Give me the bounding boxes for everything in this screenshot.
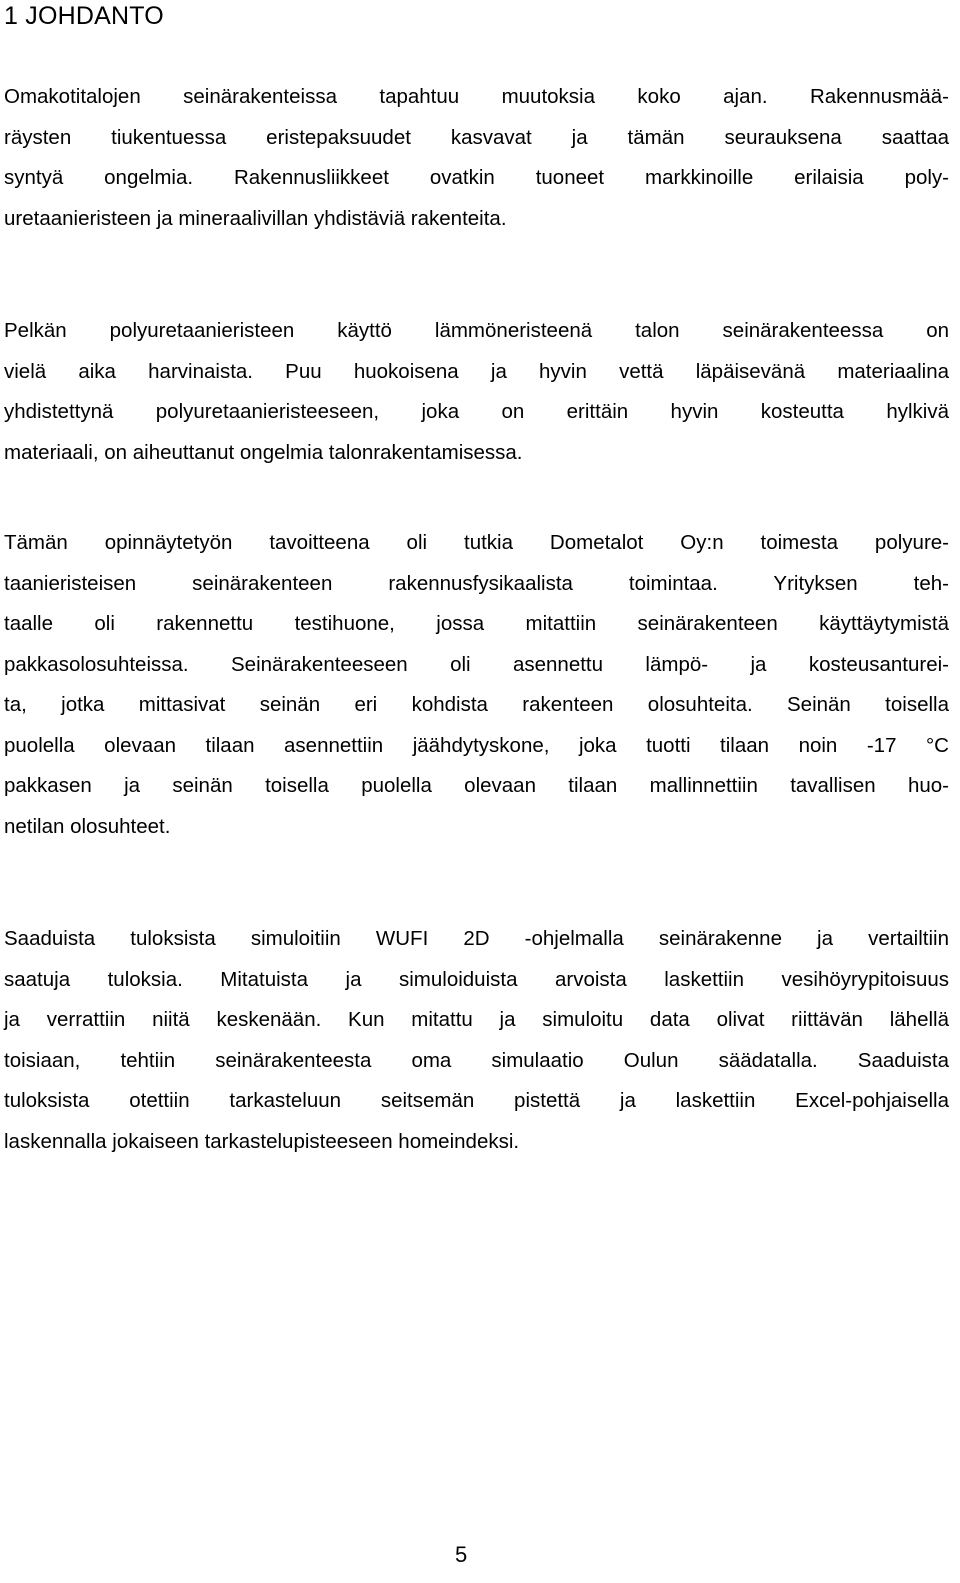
text-line: pakkasen ja seinän toisella puolella olevaan tilaan mallinnettiin tavallisen huo- bbox=[4, 774, 949, 797]
text-line: saatuja tuloksia. Mitatuista ja simuloiduista arvoista laskettiin vesihöyrypitoisuus bbox=[4, 967, 949, 991]
text-line: uretaanieristeen ja mineraalivillan yhdistäviä rakenteita. bbox=[4, 206, 507, 230]
text-line: Tämän opinnäytetyön tavoitteena oli tutkia Dometalot Oy:n toimesta polyure- bbox=[4, 531, 949, 554]
text-line: ta, jotka mittasivat seinän eri kohdista rakenteen olosuhteita. Seinän toisella bbox=[4, 693, 949, 716]
paragraph-2 bbox=[4, 311, 949, 473]
paragraph-3 bbox=[4, 523, 949, 847]
text-line: taalle oli rakennettu testihuone, jossa mitattiin seinärakenteen käyttäytymistä bbox=[4, 612, 949, 635]
text-line: tuloksista otettiin tarkasteluun seitsemän pistettä ja laskettiin Excel-pohjaisella bbox=[4, 1089, 949, 1112]
text-line: syntyä ongelmia. Rakennusliikkeet ovatkin tuoneet markkinoille erilaisia poly- bbox=[4, 166, 949, 189]
text-line: räysten tiukentuessa eristepaksuudet kasvavat ja tämän seurauksena saattaa bbox=[4, 125, 949, 149]
text-line: ja verrattiin niitä keskenään. Kun mitattu ja simuloitu data olivat riittävän lähellä bbox=[4, 1008, 949, 1031]
text-line: toisiaan, tehtiin seinärakenteesta oma simulaatio Oulun säädatalla. Saaduista bbox=[4, 1048, 949, 1072]
text-line: Omakotitalojen seinärakenteissa tapahtuu muutoksia koko ajan. Rakennusmää- bbox=[4, 85, 949, 108]
paragraph-1 bbox=[4, 77, 949, 239]
text-line: taanieristeisen seinärakenteen rakennusfysikaalista toimintaa. Yrityksen teh- bbox=[4, 571, 949, 595]
text-line: puolella olevaan tilaan asennettiin jäähdytyskone, joka tuotti tilaan noin -17 °C bbox=[4, 733, 949, 757]
text-line: Saaduista tuloksista simuloitiin WUFI 2D -ohjelmalla seinärakenne ja vertailtiin bbox=[4, 927, 949, 950]
chapter-heading: 1 JOHDANTO bbox=[4, 2, 164, 30]
text-line: vielä aika harvinaista. Puu huokoisena ja hyvin vettä läpäisevänä materiaalina bbox=[4, 359, 949, 383]
text-line: yhdistettynä polyuretaanieristeeseen, joka on erittäin hyvin kosteutta hylkivä bbox=[4, 400, 949, 423]
text-line: netilan olosuhteet. bbox=[4, 814, 171, 838]
paragraph-4 bbox=[4, 919, 949, 1162]
text-line: pakkasolosuhteissa. Seinärakenteeseen oli asennettu lämpö- ja kosteusanturei- bbox=[4, 652, 949, 676]
text-line: materiaali, on aiheuttanut ongelmia talonrakentamisessa. bbox=[4, 440, 523, 464]
text-line: Pelkän polyuretaanieristeen käyttö lämmöneristeenä talon seinärakenteessa on bbox=[4, 319, 949, 342]
page-number: 5 bbox=[455, 1542, 468, 1567]
text-line: laskennalla jokaiseen tarkastelupisteeseen homeindeksi. bbox=[4, 1129, 520, 1153]
